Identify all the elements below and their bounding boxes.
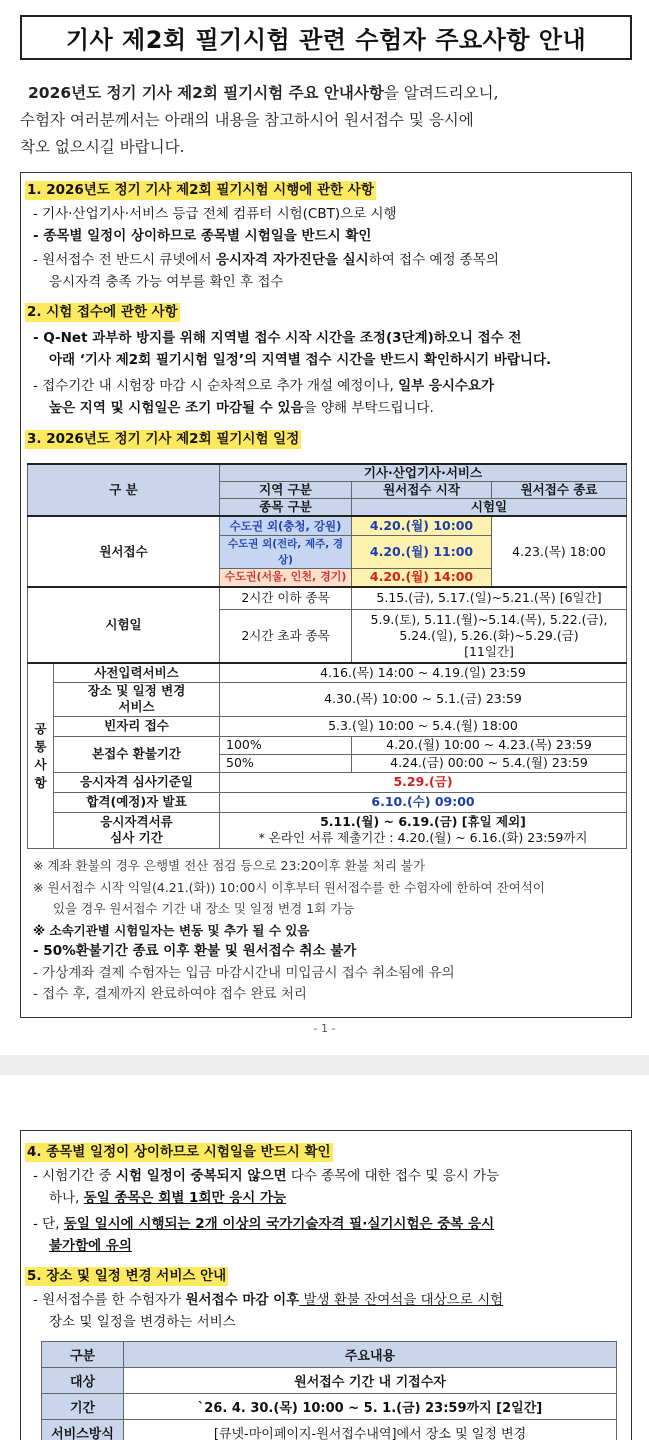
announce-value: 6.10.(수) 09:00 <box>220 792 627 812</box>
table-header-jongmok: 종목 구분 <box>220 499 352 517</box>
section4-item2: - 단, 동일 일시에 시행되는 2개 이상의 국가기술자격 필·실기시험은 중복 응시 불가함에 유의 <box>33 1216 495 1254</box>
note-4: - 50%환불기간 종료 이후 환불 및 원서접수 취소 불가 <box>33 943 357 959</box>
refund-50-dates: 4.24.(금) 00:00 ~ 5.4.(월) 23:59 <box>352 754 627 772</box>
change-service-dates: 4.30.(목) 10:00 ~ 5.1.(금) 23:59 <box>220 682 627 716</box>
exam-type-1: 2시간 이하 종목 <box>220 587 352 609</box>
region-1: 수도권 외(충청, 강원) <box>220 516 352 535</box>
change-service-table <box>41 1341 617 1440</box>
vacancy-label: 빈자리 접수 <box>54 716 220 736</box>
section2-item2: - 접수기간 내 시험장 마감 시 순차적으로 추가 개설 예정이나, 일부 응시수요가 높은 지역 및 시험일은 조기 마감될 수 있음을 양해 부탁드립니다. <box>33 378 495 416</box>
apply-end-time: 4.23.(목) 18:00 <box>492 516 627 587</box>
doc-review-dates: 5.11.(월) ~ 6.19.(금) [휴일 제외] * 온라인 서류 제출기간 : 4.20.(월) ~ 6.16.(화) 23:59까지 <box>220 812 627 848</box>
section1-heading: 1. 2026년도 정기 기사 제2회 필기시험 시행에 관한 사항 <box>27 182 374 198</box>
table-header-gubun: 구 분 <box>28 464 220 516</box>
section5-heading: 5. 장소 및 일정 변경 서비스 안내 <box>27 1268 227 1284</box>
svc-header-2: 주요내용 <box>124 1342 617 1368</box>
refund-100-pct: 100% <box>220 736 352 754</box>
section4-heading: 4. 종목별 일정이 상이하므로 시험일을 반드시 확인 <box>27 1144 331 1160</box>
exam-schedule-table <box>27 463 627 849</box>
exam-type-1-dates: 5.15.(금), 5.17.(일)~5.21.(목) [6일간] <box>352 587 627 609</box>
svc-row3-value: [큐넷-마이페이지-원서접수내역]에서 장소 및 일정 변경 <box>124 1420 617 1440</box>
pre-input-dates: 4.16.(목) 14:00 ~ 4.19.(일) 23:59 <box>220 663 627 682</box>
row-apply-label: 원서접수 <box>28 516 220 587</box>
row-exam-label: 시험일 <box>28 587 220 663</box>
intro-bold: 2026년도 정기 기사 제2회 필기시험 주요 안내사항 <box>28 84 384 102</box>
note-3: ※ 소속기관별 시험일자는 변동 및 추가 될 수 있음 <box>33 922 310 938</box>
refund-label: 본접수 환불기간 <box>54 736 220 772</box>
refund-50-pct: 50% <box>220 754 352 772</box>
refund-100-dates: 4.20.(월) 10:00 ~ 4.23.(목) 23:59 <box>352 736 627 754</box>
change-service-label: 장소 및 일정 변경 서비스 <box>54 682 220 716</box>
region-3: 수도권(서울, 인천, 경기) <box>220 568 352 587</box>
svc-row2-value: `26. 4. 30.(목) 10:00 ~ 5. 1.(금) 23:59까지 [2일간] <box>124 1394 617 1420</box>
page-title: 기사 제2회 필기시험 관련 수험자 주요사항 안내 <box>20 15 632 60</box>
notice-box-page2 <box>20 1130 632 1440</box>
section5-item1: - 원서접수를 한 수험자가 원서접수 마감 이후 발생 환불 잔여석을 대상으로 시험 장소 및 일정을 변경하는 서비스 <box>33 1292 504 1330</box>
region-2-time: 4.20.(월) 11:00 <box>352 535 492 568</box>
intro-rest: 을 알려드리오니, <box>383 84 499 102</box>
eligibility-date-value: 5.29.(금) <box>220 772 627 792</box>
note-6: - 접수 후, 결제까지 완료하여야 접수 완료 처리 <box>33 986 307 1002</box>
common-label: 공 통 사 항 <box>28 663 54 849</box>
table-header-region: 지역 구분 <box>220 482 352 499</box>
section1-item3: - 원서접수 전 반드시 큐넷에서 응시자격 자가진단을 실시하여 접수 예정 종목의 응시자격 충족 가능 여부를 확인 후 접수 <box>33 252 499 290</box>
table-header-grade: 기사·산업기사·서비스 <box>220 464 627 482</box>
svc-row2-label: 기간 <box>42 1394 124 1420</box>
doc-review-label: 응시자격서류 심사 기간 <box>54 812 220 848</box>
section4-item1: - 시험기간 중 시험 일정이 중복되지 않으면 다수 종목에 대한 접수 및 응시 가능 하나, 동일 종목은 회별 1회만 응시 가능 <box>33 1168 500 1206</box>
table-header-examday: 시험일 <box>352 499 627 517</box>
section3-heading: 3. 2026년도 정기 기사 제2회 필기시험 일정 <box>27 431 300 447</box>
intro-paragraph <box>20 80 632 161</box>
page-number: - 1 - <box>313 1022 336 1035</box>
region-1-time: 4.20.(월) 10:00 <box>352 516 492 535</box>
note-5: - 가상계좌 결제 수험자는 입금 마감시간내 미입금시 접수 취소됨에 유의 <box>33 964 455 981</box>
intro-line3: 착오 없으시길 바랍니다. <box>20 138 185 156</box>
section1-item2: - 종목별 일정이 상이하므로 종목별 시험일을 반드시 확인 <box>33 228 372 244</box>
exam-type-2-dates: 5.9.(토), 5.11.(월)~5.14.(목), 5.22.(금), 5.24.(일), 5.26.(화)~5.29.(금) [11일간] <box>352 609 627 663</box>
svc-row3-label: 서비스방식 <box>42 1420 124 1440</box>
section2-heading: 2. 시험 접수에 관한 사항 <box>27 304 178 320</box>
schedule-notes <box>33 855 628 1006</box>
announce-label: 합격(예정)자 발표 <box>54 792 220 812</box>
region-3-time: 4.20.(월) 14:00 <box>352 568 492 587</box>
table-header-end: 원서접수 종료 <box>492 482 627 499</box>
pre-input-label: 사전입력서비스 <box>54 663 220 682</box>
region-2: 수도권 외(전라, 제주, 경상) <box>220 535 352 568</box>
vacancy-dates: 5.3.(일) 10:00 ~ 5.4.(월) 18:00 <box>220 716 627 736</box>
note-1: ※ 계좌 환불의 경우 은행별 전산 점검 등으로 23:20이후 환불 처리 불가 <box>33 858 426 873</box>
intro-line2: 수험자 여러분께서는 아래의 내용을 참고하시어 원서접수 및 응시에 <box>20 111 474 129</box>
note-2: ※ 원서접수 시작 익일(4.21.(화)) 10:00시 이후부터 원서접수를 한 수험자에 한하여 잔여석이 있을 경우 원서접수 기간 내 장소 및 일정 변경 1회 가능 <box>33 879 545 916</box>
section2-item1: - Q-Net 과부하 방지를 위해 지역별 접수 시작 시간을 조정(3단계)하오니 접수 전 아래 ‘기사 제2회 필기시험 일정’의 지역별 접수 시간을 반드시 확인하시기 바랍니다. <box>33 330 552 368</box>
notice-box-page1 <box>20 172 632 1018</box>
table-header-start: 원서접수 시작 <box>352 482 492 499</box>
eligibility-date-label: 응시자격 심사기준일 <box>54 772 220 792</box>
svc-header-1: 구분 <box>42 1342 124 1368</box>
svc-row1-value: 원서접수 기간 내 기접수자 <box>124 1368 617 1394</box>
page-separator <box>0 1055 649 1075</box>
svc-row1-label: 대상 <box>42 1368 124 1394</box>
exam-type-2: 2시간 초과 종목 <box>220 609 352 663</box>
section1-item1: - 기사·산업기사·서비스 등급 전체 컴퓨터 시험(CBT)으로 시행 <box>33 206 397 222</box>
